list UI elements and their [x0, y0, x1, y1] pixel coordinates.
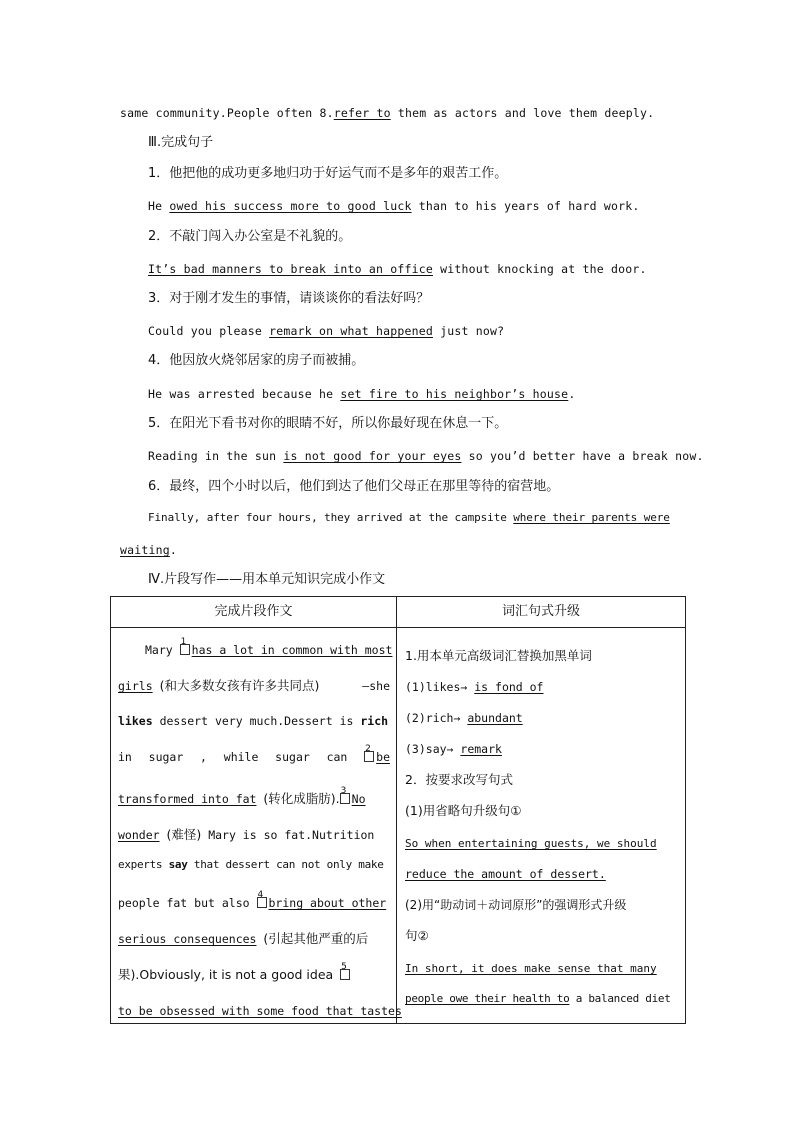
- sentence-answer: where their parents were: [513, 511, 670, 524]
- upgrade-answer-4: So when entertaining guests, we should: [405, 837, 657, 850]
- essay-text: sugar: [148, 750, 184, 764]
- section-3-title: Ⅲ.完成句子: [148, 135, 214, 150]
- upgrade-answer-5: In short, it does make sense that many: [405, 962, 657, 975]
- essay-zh-hint: (引起其他严重的后: [263, 931, 369, 946]
- sentence-5-en: [148, 447, 704, 465]
- sentence-3-zh: 3．对于刚才发生的事情，请谈谈你的看法好吗？: [148, 291, 430, 306]
- sentence-6-en: [148, 509, 670, 527]
- sentence-text: .: [568, 387, 576, 401]
- essay-line-11: [118, 1002, 402, 1020]
- essay-line-9: [118, 930, 390, 948]
- bold-word-rich: rich: [360, 714, 389, 728]
- essay-line-8: [118, 890, 390, 912]
- essay-text: Mary: [145, 643, 173, 657]
- essay-answer-3: No: [351, 792, 366, 806]
- essay-answer-5: to be obsessed with some food that tastes: [118, 1004, 402, 1018]
- upgrade-line-4: [405, 740, 679, 758]
- upgrade-line-6: (1)用省略句升级句①: [405, 803, 522, 818]
- col-header-upgrade: 词汇句式升级: [397, 597, 686, 628]
- essay-answer-4b: serious consequences: [118, 932, 257, 946]
- intro-text-end: them as actors and love them deeply.: [390, 106, 655, 120]
- upgrade-line-5: 2．按要求改写句式: [405, 772, 513, 787]
- intro-text: same community.People often 8.: [120, 106, 334, 120]
- sentence-text: than to his years of hard work.: [411, 199, 640, 213]
- upgrade-line-1: 1.用本单元高级词汇替换加黑单词: [405, 648, 592, 663]
- sentence-2-zh: 2．不敲门闯入办公室是不礼貌的。: [148, 229, 352, 244]
- sentence-4-zh: 4．他因放火烧邻居家的房子而被捕。: [148, 353, 365, 368]
- section-4-title: Ⅳ.片段写作——用本单元知识完成小作文: [148, 572, 386, 587]
- blank-box-2: [364, 744, 374, 762]
- essay-text: that dessert can not only make: [193, 858, 384, 871]
- upgrade-line-12: [405, 990, 679, 1008]
- writing-table: [110, 596, 686, 1024]
- sentence-text: so you’d better have a break now.: [461, 449, 704, 463]
- bold-word-say: say: [168, 858, 188, 871]
- blank-number: 5: [341, 962, 347, 972]
- sentence-2-en: [148, 260, 647, 278]
- essay-answer-1b: girls: [118, 679, 153, 693]
- essay-text: —she: [362, 679, 390, 693]
- sentence-text: Reading in the sun: [148, 449, 284, 463]
- essay-line-5: [118, 786, 390, 808]
- upgrade-answer-1: is fond of: [474, 680, 544, 694]
- sentence-5-zh: 5．在阳光下看书对你的眼睛不好，所以你最好现在休息一下。: [148, 416, 508, 431]
- essay-zh-hint: (难怪): [166, 827, 202, 842]
- upgrade-text: (3)say→: [405, 742, 454, 756]
- essay-cell: [111, 628, 402, 1024]
- essay-text: people fat but also: [118, 896, 250, 910]
- essay-answer-1: has a lot in common with most: [191, 643, 393, 657]
- sentence-answer: waiting: [120, 543, 170, 557]
- essay-text: 果).Obviously, it is not a good idea: [118, 967, 334, 982]
- upgrade-answer-5b: people owe their health to: [405, 992, 570, 1005]
- blank-box-5: [340, 962, 350, 980]
- essay-line-10: [118, 962, 390, 984]
- sentence-answer: is not good for your eyes: [283, 449, 462, 463]
- sentence-text: just now?: [432, 324, 505, 338]
- upgrade-text: a balanced diet: [569, 992, 671, 1005]
- essay-zh-hint: (转化成脂肪).: [263, 791, 340, 806]
- essay-line-2: [118, 677, 390, 695]
- blank-number: 2: [365, 744, 371, 754]
- upgrade-cell: [397, 628, 686, 1024]
- sentence-answer: set fire to his neighbor’s house: [340, 387, 569, 401]
- intro-line: [120, 104, 654, 122]
- sentence-6-zh: 6．最终，四个小时以后，他们到达了他们父母正在那里等待的宿营地。: [148, 479, 560, 494]
- upgrade-line-7: [405, 834, 679, 853]
- upgrade-text: (2)rich→: [405, 711, 461, 725]
- sentence-3-en: [148, 322, 504, 340]
- upgrade-line-10: 句②: [405, 928, 429, 943]
- upgrade-line-8: [405, 865, 679, 883]
- essay-line-4: [118, 744, 390, 766]
- essay-answer-2: be: [376, 750, 390, 764]
- upgrade-line-2: [405, 678, 679, 696]
- essay-text: while: [223, 750, 259, 764]
- bold-word-likes: likes: [118, 714, 153, 728]
- col-header-essay: 完成片段作文: [111, 597, 397, 628]
- sentence-text: without knocking at the door.: [432, 262, 647, 276]
- sentence-1-en: [148, 197, 640, 215]
- upgrade-line-3: [405, 709, 679, 727]
- sentence-6-en-cont: [120, 541, 177, 559]
- essay-line-7: [118, 856, 390, 874]
- sentence-text: .: [169, 543, 177, 557]
- blank-number: 3: [340, 786, 347, 796]
- upgrade-answer-4b: reduce the amount of dessert.: [405, 867, 606, 881]
- sentence-text: He was arrested because he: [148, 387, 341, 401]
- essay-line-3: [118, 712, 390, 730]
- essay-text: ,: [200, 750, 207, 764]
- essay-text: can: [326, 750, 348, 764]
- essay-text: Mary is so fat.Nutrition: [208, 828, 375, 842]
- blank-box-3: [340, 786, 350, 804]
- sentence-text: He: [148, 199, 170, 213]
- essay-text: experts: [118, 858, 163, 871]
- essay-line-6: [118, 826, 390, 844]
- upgrade-answer-2: abundant: [467, 711, 523, 725]
- essay-text: sugar: [275, 750, 310, 764]
- blank-box-1: [180, 637, 190, 655]
- essay-text: in: [118, 750, 132, 764]
- blank-number: 4: [257, 890, 264, 900]
- essay-answer-3b: wonder: [118, 828, 160, 842]
- blank-number: 1: [180, 637, 187, 647]
- sentence-answer: remark on what happened: [269, 324, 433, 338]
- upgrade-text: (1)likes→: [405, 680, 468, 694]
- sentence-1-zh: 1．他把他的成功更多地归功于好运气而不是多年的艰苦工作。: [148, 166, 508, 181]
- sentence-text: Could you please: [148, 324, 270, 338]
- sentence-answer: owed his success more to good luck: [169, 199, 412, 213]
- essay-line-1: [145, 637, 393, 659]
- upgrade-answer-3: remark: [460, 742, 502, 756]
- essay-text: dessert very much.Dessert is: [159, 714, 354, 728]
- essay-answer-4: bring about other: [268, 896, 387, 910]
- blank-box-4: [257, 890, 267, 908]
- sentence-4-en: [148, 385, 575, 403]
- upgrade-line-9: (2)用“助动词＋动词原形”的强调形式升级: [405, 898, 627, 912]
- sentence-text: Finally, after four hours, they arrived at the campsite: [148, 511, 514, 524]
- sentence-answer: It’s bad manners to break into an office: [148, 262, 433, 276]
- upgrade-line-11: [405, 959, 679, 978]
- essay-zh-hint: (和大多数女孩有许多共同点): [159, 678, 320, 693]
- essay-answer-2b: transformed into fat: [118, 792, 257, 806]
- answer-8: refer to: [333, 106, 391, 120]
